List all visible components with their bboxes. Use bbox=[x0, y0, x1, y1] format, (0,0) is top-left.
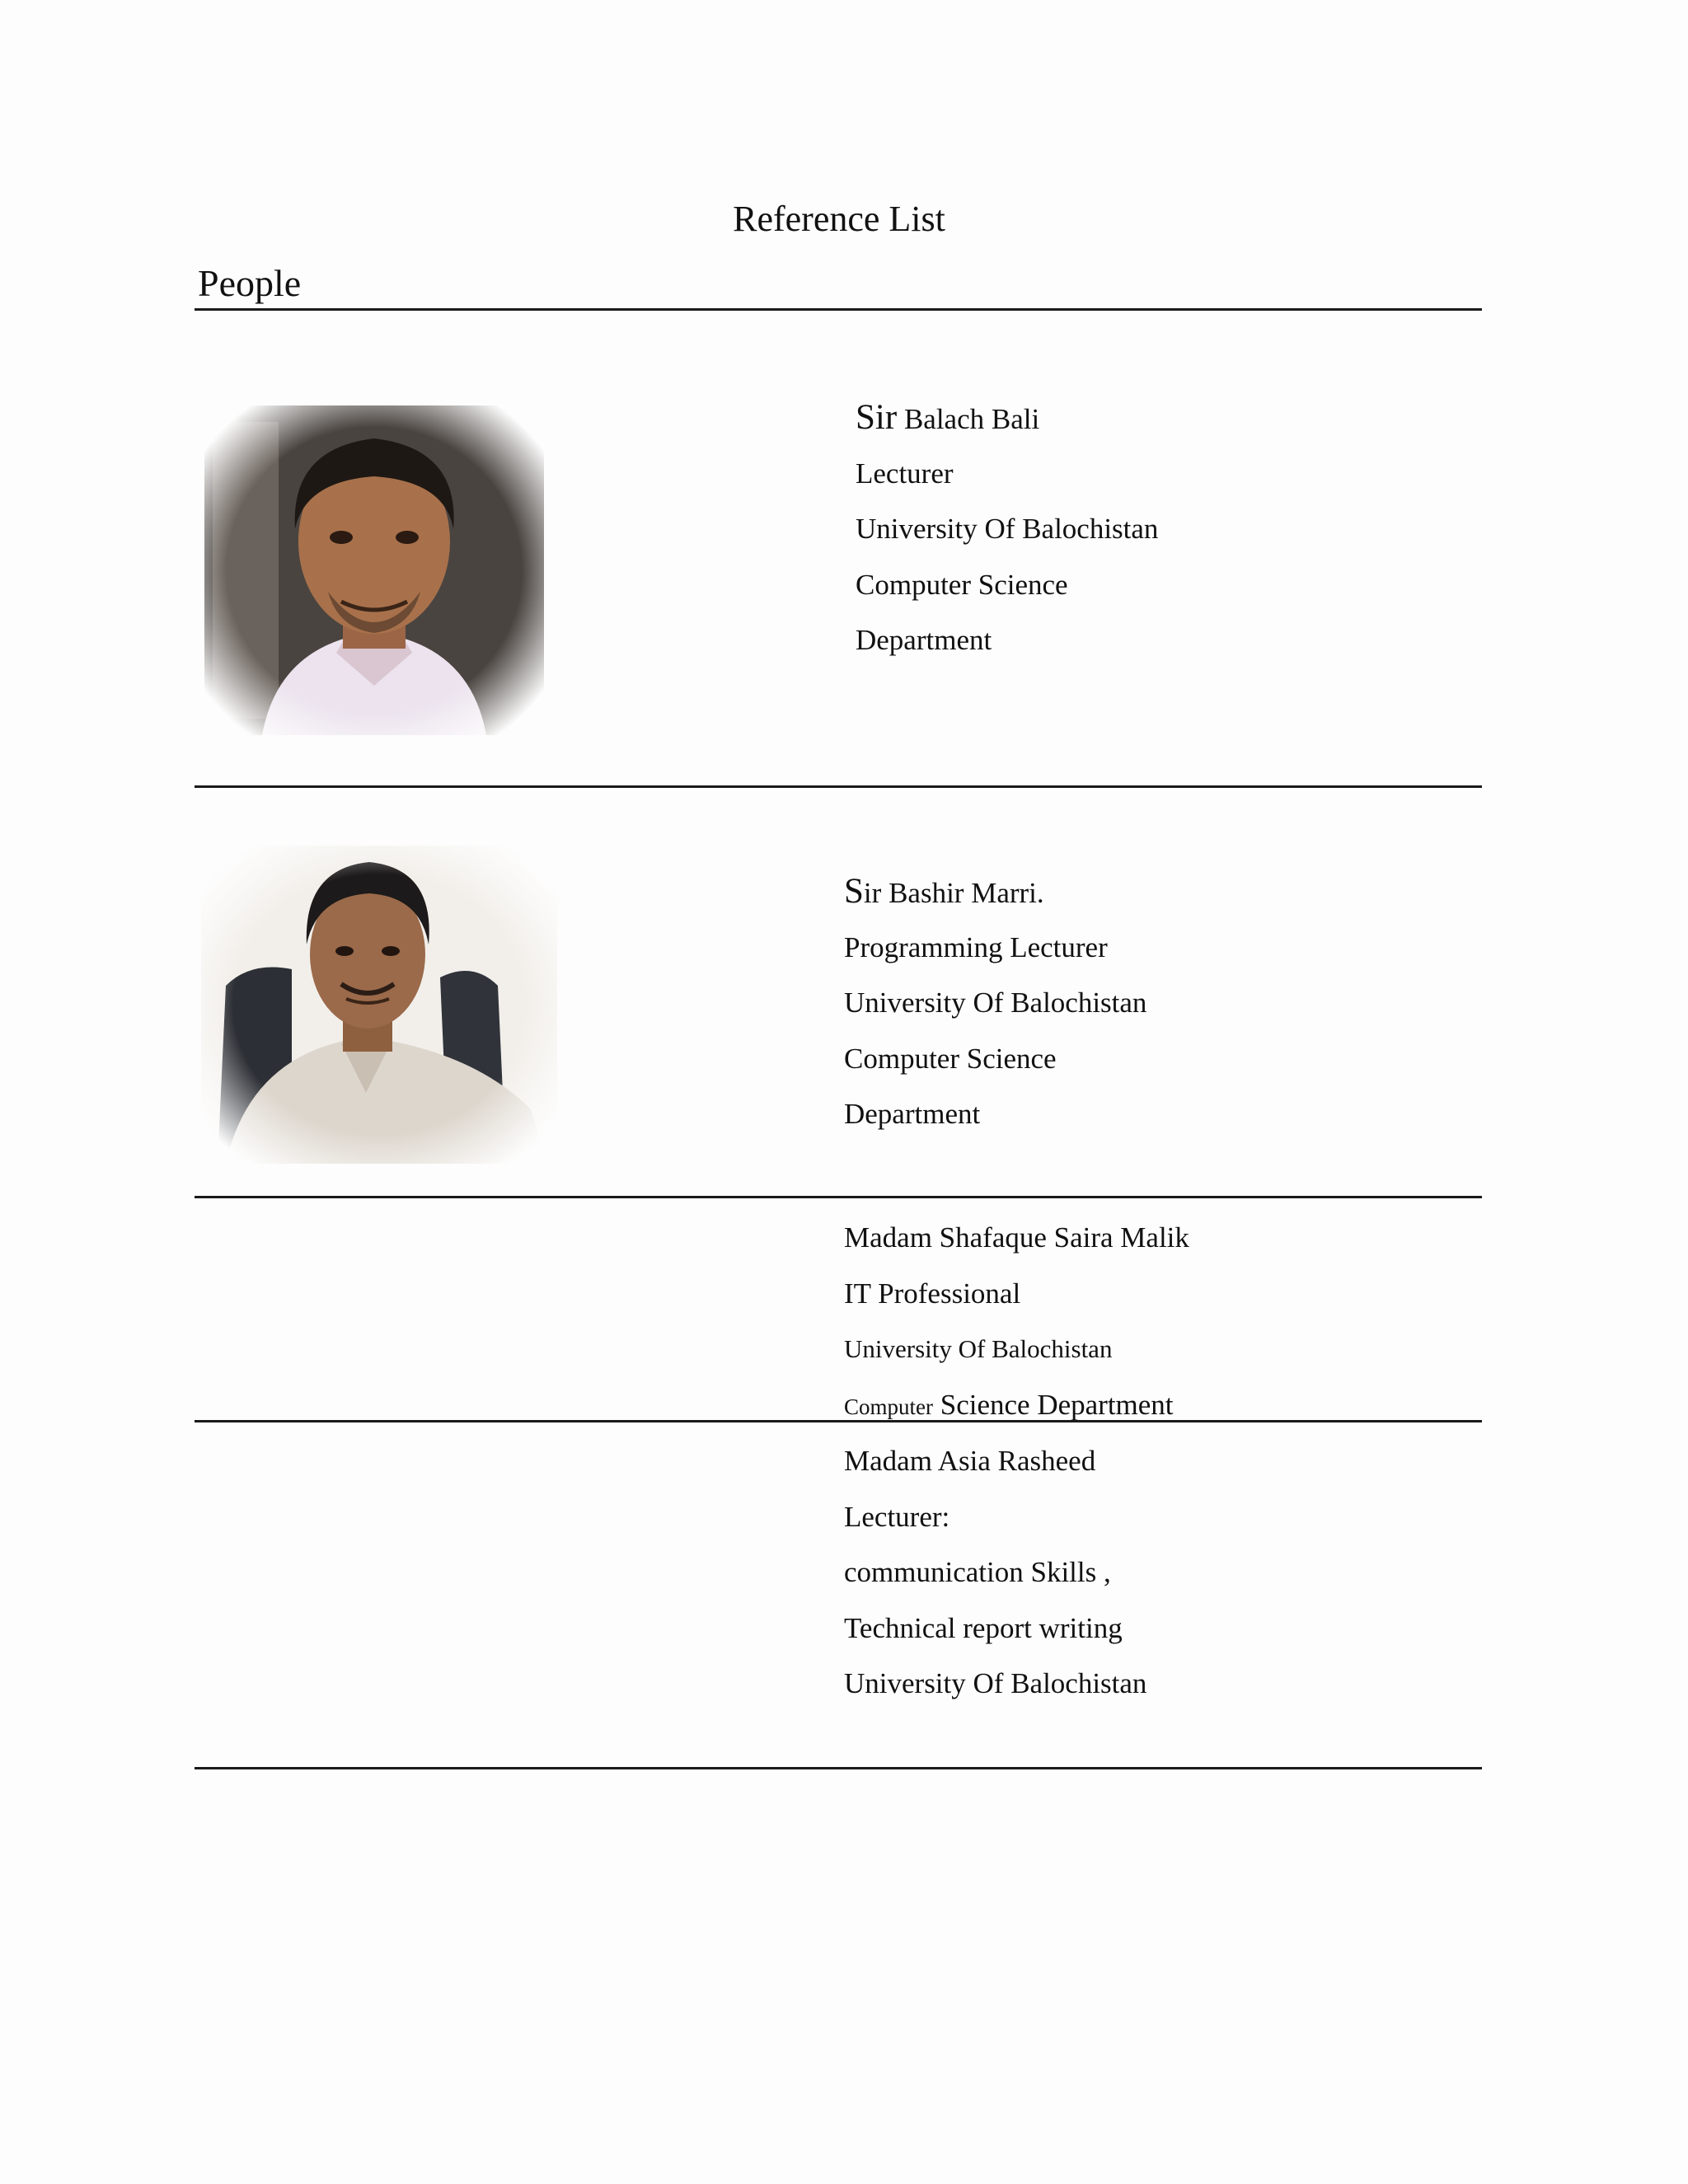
reference-department: Computer Science bbox=[856, 568, 1068, 601]
reference-department: Computer Science Department bbox=[844, 1388, 1174, 1421]
reference-name: Madam Shafaque Saira Malik bbox=[844, 1221, 1189, 1254]
reference-position: Lecturer bbox=[856, 457, 954, 490]
portrait-photo-balach-bali bbox=[204, 405, 544, 735]
reference-institution: University Of Balochistan bbox=[844, 987, 1147, 1019]
portrait-photo-icon bbox=[204, 405, 544, 735]
reference-position: IT Professional bbox=[844, 1277, 1021, 1310]
reference-position: Programming Lecturer bbox=[844, 930, 1108, 963]
reference-name: Sir Bashir Marri. bbox=[844, 872, 1044, 911]
portrait-photo-icon bbox=[201, 846, 557, 1164]
portrait-photo-bashir-marri bbox=[201, 846, 557, 1164]
reference-bashir-marri bbox=[844, 864, 1146, 1142]
reference-institution: University Of Balochistan bbox=[844, 1667, 1147, 1699]
heading-divider bbox=[195, 308, 1482, 311]
reference-department: Computer Science bbox=[844, 1042, 1057, 1075]
reference-divider bbox=[195, 1767, 1482, 1769]
reference-divider bbox=[195, 785, 1482, 788]
page-title: Reference List bbox=[733, 199, 945, 239]
reference-institution: University Of Balochistan bbox=[844, 1334, 1113, 1363]
reference-shafaque-saira-malik bbox=[844, 1210, 1189, 1432]
reference-department-cont: Department bbox=[844, 1098, 981, 1130]
reference-divider bbox=[195, 1196, 1482, 1198]
reference-name: Sir Balach Bali bbox=[856, 398, 1040, 437]
reference-asia-rasheed bbox=[844, 1433, 1146, 1712]
reference-position: Lecturer: bbox=[844, 1500, 950, 1533]
reference-subject: Technical report writing bbox=[844, 1611, 1123, 1644]
reference-subject: communication Skills , bbox=[844, 1556, 1111, 1588]
reference-department-cont: Department bbox=[856, 624, 992, 656]
reference-name: Madam Asia Rasheed bbox=[844, 1445, 1096, 1477]
reference-institution: University Of Balochistan bbox=[856, 513, 1159, 545]
reference-balach-bali bbox=[856, 390, 1158, 668]
reference-divider bbox=[195, 1420, 1482, 1422]
section-heading-people: People bbox=[198, 262, 302, 304]
